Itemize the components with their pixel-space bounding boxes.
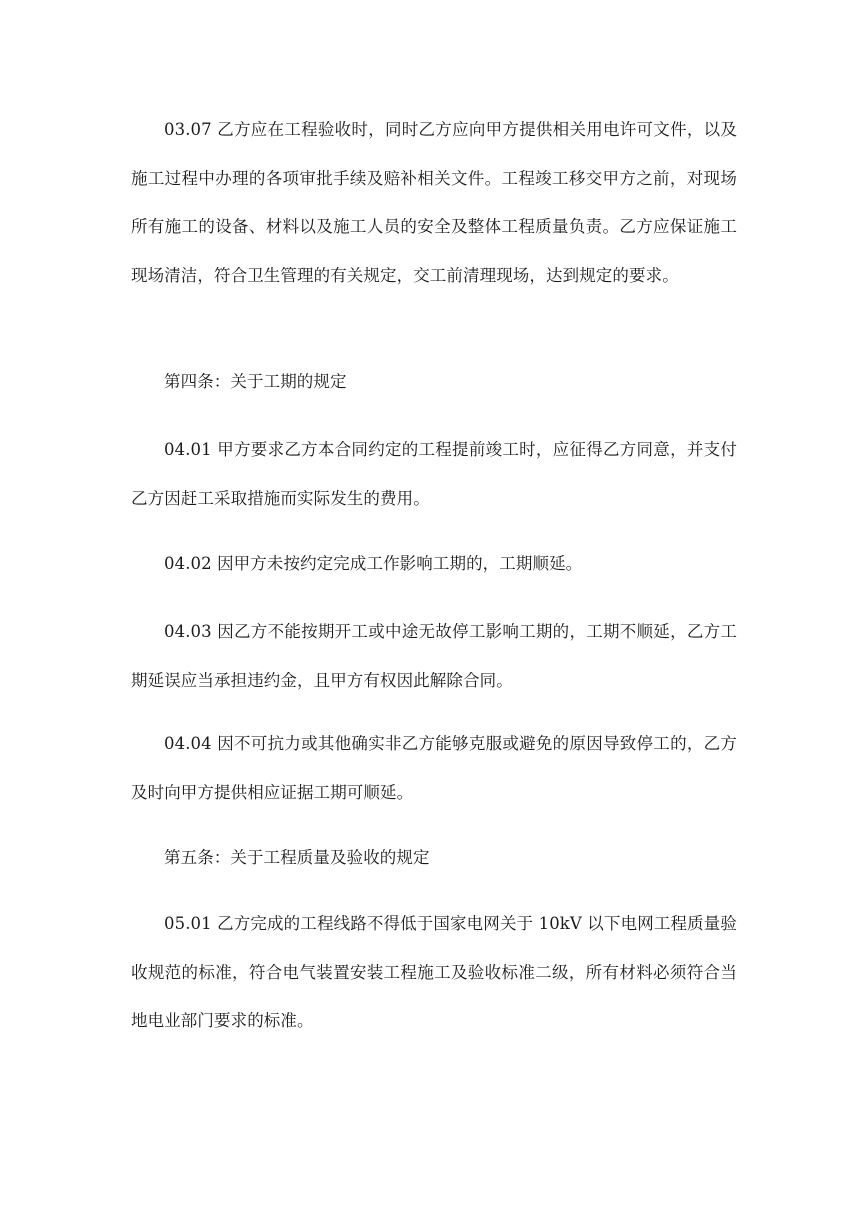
clause-03-07: 03.07 乙方应在工程验收时，同时乙方应向甲方提供相关用电许可文件，以及施工过程中办理的各项审批手续及赔补相关文件。工程竣工移交甲方之前，对现场所有施工的设备、材料以及施工人员的安全及整体工程质量负责。乙方应保证施工现场清洁，符合卫生管理的有关规定，交工前清理现场，达到规定的要求。 [131, 120, 737, 285]
article-4-heading: 第四条：关于工期的规定 [164, 372, 347, 391]
clause-04-04: 04.04 因不可抗力或其他确实非乙方能够克服或避免的原因导致停工的，乙方及时向甲方提供相应证据工期可顺延。 [131, 734, 737, 802]
clause-05-01: 05.01 乙方完成的工程线路不得低于国家电网关于 10kV 以下电网工程质量验收规范的标准，符合电气装置安装工程施工及验收标准二级，所有材料必须符合当地电业部门要求的标准。 [131, 914, 737, 1030]
article-5-heading: 第五条：关于工程质量及验收的规定 [164, 848, 430, 867]
clause-04-01: 04.01 甲方要求乙方本合同约定的工程提前竣工时，应征得乙方同意，并支付乙方因赶工采取措施而实际发生的费用。 [131, 440, 737, 508]
clause-04-02: 04.02 因甲方未按约定完成工作影响工期的，工期顺延。 [164, 554, 583, 573]
clause-04-03: 04.03 因乙方不能按期开工或中途无故停工影响工期的，工期不顺延，乙方工期延误应当承担违约金，且甲方有权因此解除合同。 [131, 622, 737, 690]
